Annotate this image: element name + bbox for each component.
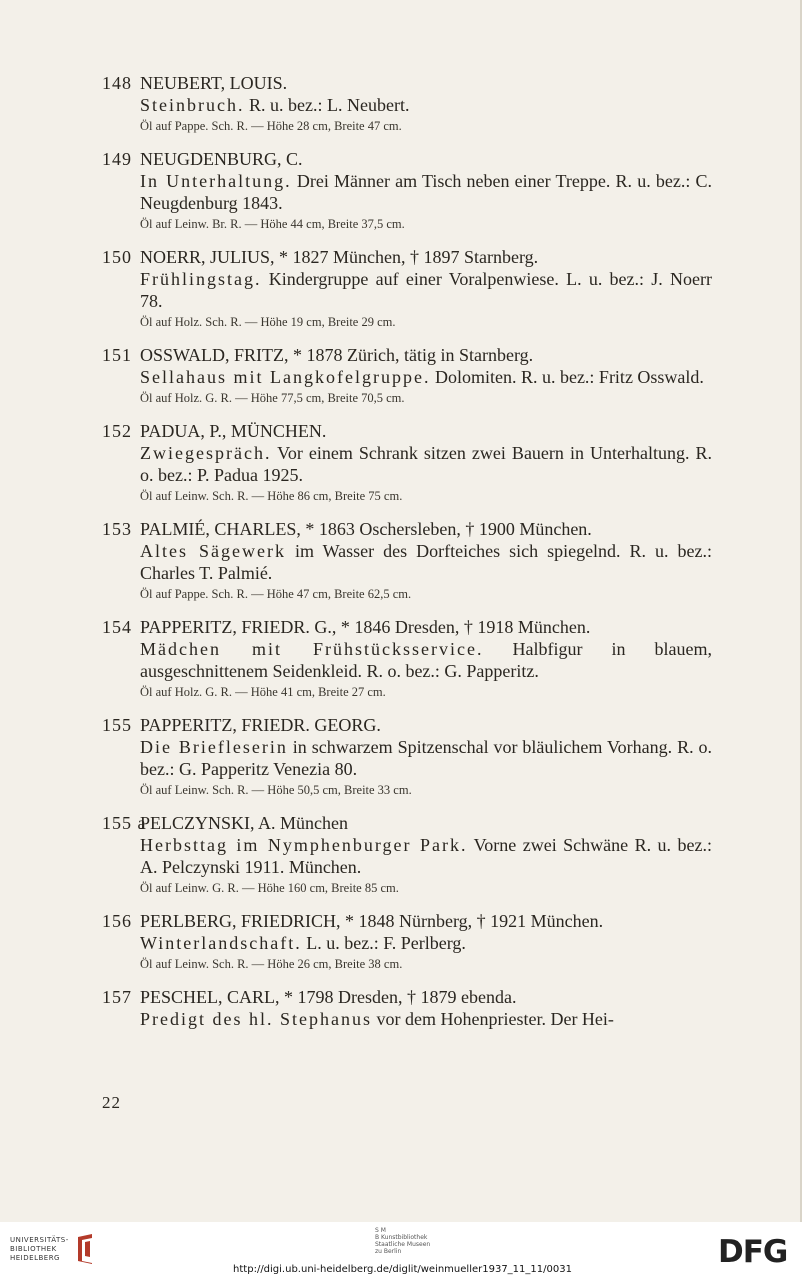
- artist-name: PALMIÉ, CHARLES, * 1863 Oschersleben, † 1900 München.: [140, 519, 592, 539]
- entry-number: 155: [102, 715, 132, 735]
- painting-description: Vor einem Schrank sitzen zwei Bauern in Unterhaltung. R. o. bez.: P. Padua 1925.: [140, 443, 712, 485]
- museum-stamp: [375, 1227, 430, 1255]
- entry-heading: [102, 72, 712, 94]
- entry-number: 148: [102, 73, 132, 93]
- library-line: UNIVERSITÄTS-: [10, 1235, 69, 1244]
- painting-medium-dimensions: Öl auf Pappe. Sch. R. — Höhe 28 cm, Breite 47 cm.: [140, 119, 402, 133]
- painting-title: Herbsttag im Nymphenburger Park.: [140, 835, 468, 855]
- catalog-entries: [102, 72, 712, 1030]
- painting-description: Kindergruppe auf einer Voralpenwiese. L. u. bez.: J. Noerr 78.: [140, 269, 712, 311]
- stamp-line: S M: [375, 1227, 386, 1234]
- catalog-entry: [102, 246, 712, 331]
- library-logo[interactable]: [10, 1233, 96, 1265]
- painting-medium-dimensions: Öl auf Leinw. Sch. R. — Höhe 86 cm, Breite 75 cm.: [140, 489, 403, 503]
- catalog-entry: [102, 714, 712, 799]
- library-line: HEIDELBERG: [10, 1253, 60, 1262]
- page-url[interactable]: http://digi.ub.uni-heidelberg.de/diglit/weinmueller1937_11_11/0031: [233, 1264, 572, 1275]
- entry-number: 149: [102, 149, 132, 169]
- artist-name: NOERR, JULIUS, * 1827 München, † 1897 Starnberg.: [140, 247, 539, 267]
- painting-title: Sellahaus mit Langkofelgruppe.: [140, 367, 431, 387]
- entry-number: 154: [102, 617, 132, 637]
- painting-medium-dimensions: Öl auf Pappe. Sch. R. — Höhe 47 cm, Breite 62,5 cm.: [140, 587, 412, 601]
- artist-name: NEUBERT, LOUIS.: [140, 73, 288, 93]
- entry-number: 151: [102, 345, 132, 365]
- painting-title: Die Briefleserin: [140, 737, 288, 757]
- artist-name: PESCHEL, CARL, * 1798 Dresden, † 1879 ebenda.: [140, 987, 517, 1007]
- artist-name: PERLBERG, FRIEDRICH, * 1848 Nürnberg, † 1921 München.: [140, 911, 604, 931]
- stamp-line: Staatliche Museen: [375, 1241, 431, 1248]
- painting-description: im Wasser des Dorfteiches sich spiegelnd. R. u. bez.: Charles T. Palmié.: [140, 541, 713, 583]
- entry-description: [140, 268, 712, 312]
- artist-name: PAPPERITZ, FRIEDR. GEORG.: [140, 715, 381, 735]
- painting-title: Frühlingstag.: [140, 269, 262, 289]
- painting-description: Vorne zwei Schwäne R. u. bez.: A. Pelczynski 1911. München.: [140, 835, 712, 877]
- painting-title: Winterlandschaft.: [140, 933, 302, 953]
- entry-number: 150: [102, 247, 132, 267]
- catalog-entry: [102, 72, 712, 135]
- entry-heading: [102, 344, 712, 366]
- entry-number: 155 a: [102, 813, 147, 833]
- entry-heading: [102, 910, 712, 932]
- painting-description: Dolomiten. R. u. bez.: Fritz Osswald.: [434, 367, 704, 387]
- page-number: 22: [102, 1093, 121, 1112]
- dfg-logo[interactable]: DFG: [718, 1234, 788, 1270]
- catalog-entry: [102, 420, 712, 505]
- viewer-footer: [0, 1222, 805, 1278]
- painting-description: R. u. bez.: L. Neubert.: [249, 95, 410, 115]
- artist-name: NEUGDENBURG, C.: [140, 149, 303, 169]
- entry-heading: [102, 148, 712, 170]
- painting-description: vor dem Hohenpriester. Der Hei-: [376, 1009, 614, 1029]
- artist-name: PELCZYNSKI, A. München: [140, 813, 348, 833]
- painting-medium-dimensions: Öl auf Holz. G. R. — Höhe 41 cm, Breite 27 cm.: [140, 685, 386, 699]
- painting-title: In Unterhaltung.: [140, 171, 292, 191]
- entry-heading: [102, 714, 712, 736]
- entry-description: [140, 932, 712, 954]
- catalog-entry: [102, 518, 712, 603]
- catalog-entry: [102, 616, 712, 701]
- painting-medium-dimensions: Öl auf Leinw. Br. R. — Höhe 44 cm, Breite 37,5 cm.: [140, 217, 405, 231]
- painting-description: Drei Männer am Tisch neben einer Treppe. R. u. bez.: C. Neugdenburg 1843.: [140, 171, 713, 213]
- entry-description: [140, 366, 712, 388]
- stamp-line: zu Berlin: [375, 1248, 402, 1255]
- painting-medium-dimensions: Öl auf Leinw. G. R. — Höhe 160 cm, Breite 85 cm.: [140, 881, 399, 895]
- painting-title: Mädchen mit Frühstücksservice.: [140, 639, 484, 659]
- entry-heading: [102, 518, 712, 540]
- entry-description: [140, 94, 712, 116]
- entry-heading: [102, 616, 712, 638]
- entry-number: 157: [102, 987, 132, 1007]
- catalog-entry: [102, 812, 712, 897]
- catalog-entry: [102, 986, 712, 1030]
- painting-title: Predigt des hl. Stephanus: [140, 1009, 372, 1029]
- entry-description: [140, 834, 712, 878]
- painting-medium-dimensions: Öl auf Leinw. Sch. R. — Höhe 26 cm, Breite 38 cm.: [140, 957, 403, 971]
- entry-description: [140, 638, 712, 682]
- artist-name: OSSWALD, FRITZ, * 1878 Zürich, tätig in Starnberg.: [140, 345, 534, 365]
- painting-medium-dimensions: Öl auf Leinw. Sch. R. — Höhe 50,5 cm, Breite 33 cm.: [140, 783, 412, 797]
- painting-medium-dimensions: Öl auf Holz. Sch. R. — Höhe 19 cm, Breite 29 cm.: [140, 315, 396, 329]
- painting-description: Halbfigur in blauem, ausgeschnittenem Seidenkleid. R. o. bez.: G. Papperitz.: [140, 639, 712, 681]
- catalog-entry: [102, 344, 712, 407]
- library-line: BIBLIOTHEK: [10, 1244, 57, 1253]
- entry-description: [140, 1008, 712, 1030]
- entry-number: 153: [102, 519, 132, 539]
- entry-heading: [102, 986, 712, 1008]
- entry-number: 156: [102, 911, 132, 931]
- artist-name: PADUA, P., MÜNCHEN.: [140, 421, 327, 441]
- library-name: [10, 1236, 69, 1263]
- painting-medium-dimensions: Öl auf Holz. G. R. — Höhe 77,5 cm, Breite 70,5 cm.: [140, 391, 405, 405]
- entry-description: [140, 170, 712, 214]
- entry-heading: [102, 812, 712, 834]
- entry-description: [140, 540, 712, 584]
- painting-title: Altes Sägewerk: [140, 541, 286, 561]
- painting-title: Steinbruch.: [140, 95, 245, 115]
- artist-name: PAPPERITZ, FRIEDR. G., * 1846 Dresden, † 1918 München.: [140, 617, 591, 637]
- entry-number: 152: [102, 421, 132, 441]
- entry-description: [140, 442, 712, 486]
- library-emblem-icon: [74, 1233, 96, 1265]
- catalog-entry: [102, 148, 712, 233]
- painting-description: L. u. bez.: F. Perlberg.: [306, 933, 466, 953]
- painting-title: Zwiegespräch.: [140, 443, 272, 463]
- entry-heading: [102, 246, 712, 268]
- catalog-entry: [102, 910, 712, 973]
- painting-description: in schwarzem Spitzenschal vor bläulichem Vorhang. R. o. bez.: G. Papperitz Venezia 80.: [140, 737, 712, 779]
- entry-heading: [102, 420, 712, 442]
- entry-description: [140, 736, 712, 780]
- stamp-line: B Kunstbibliothek: [375, 1234, 428, 1241]
